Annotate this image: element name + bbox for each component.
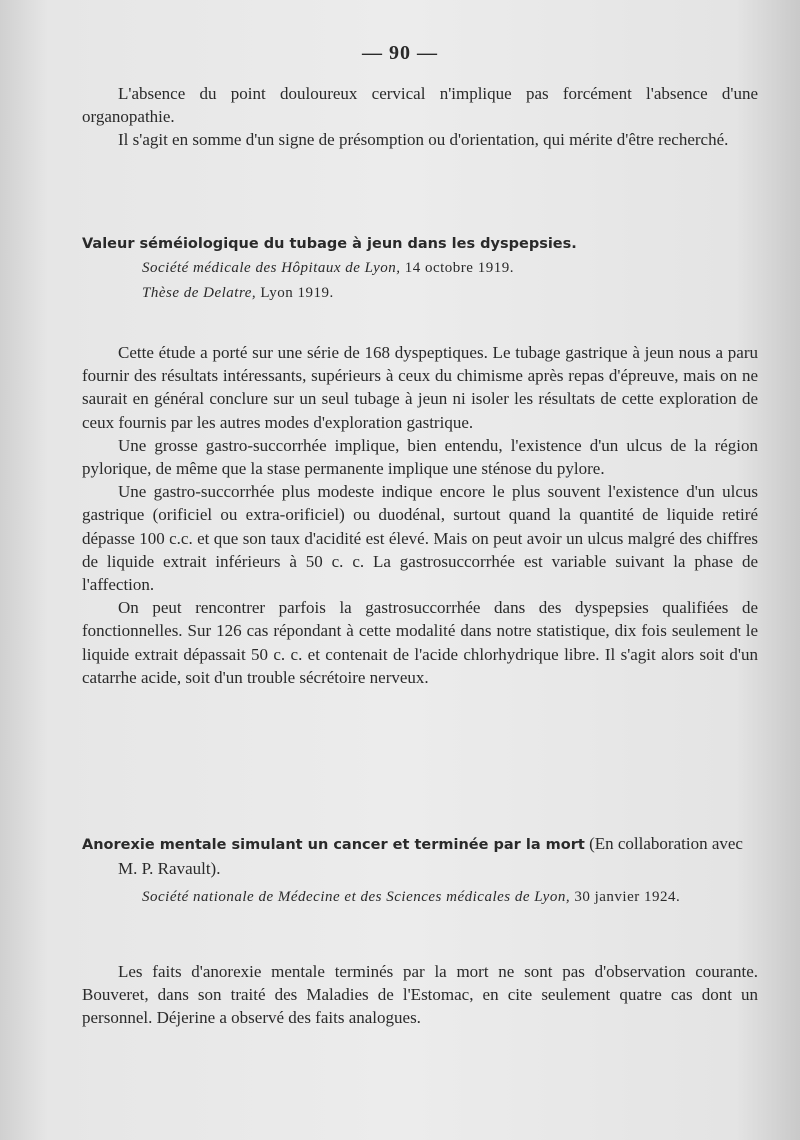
section-1-header <box>82 232 758 306</box>
section-2-header <box>82 832 758 908</box>
intro-paragraph-1: L'absence du point douloureux cervical n'implique pas forcément l'absence d'une organopathie. <box>82 84 758 127</box>
section-1-title: Valeur séméiologique du tubage à jeun dans les dyspepsies. <box>82 236 577 252</box>
source-2-thesis: Thèse de Delatre, <box>142 285 257 301</box>
source-1-journal: Société médicale des Hôpitaux de Lyon, <box>142 260 401 276</box>
section-1-paragraph-2: Une grosse gastro-succorrhée implique, bien entendu, l'existence d'un ulcus de la région pylorique, de même que la stase permanente implique une sténose du pylore. <box>82 435 758 479</box>
section-2-source-journal: Société nationale de Médecine et des Sciences médicales de Lyon, <box>142 889 571 905</box>
source-1-date: 14 octobre 1919. <box>404 260 514 276</box>
section-2-paragraph-1: Les faits d'anorexie mentale terminés par la mort ne sont pas d'observation courante. Bouveret, dans son traité des Maladies de l'Estomac, en cite seulement quatre cas dont un personnel. Déjerine a observé des faits analogues. <box>82 962 758 1028</box>
section-2-title <box>82 832 758 880</box>
section-2-body <box>82 960 758 1030</box>
section-2-source <box>82 886 758 908</box>
source-2-place: Lyon 1919. <box>260 285 334 301</box>
section-1-source-1 <box>82 256 758 281</box>
page-number: — 90 — <box>362 42 438 64</box>
section-2-title-collab: (En collaboration avec M. P. Ravault). <box>118 834 743 878</box>
section-1-body <box>82 341 758 689</box>
intro-block <box>82 82 758 152</box>
section-1-source-2 <box>82 281 758 306</box>
section-1-paragraph-3: Une gastro-succorrhée plus modeste indique encore le plus souvent l'existence d'un ulcus gastrique (orificiel ou extra-orificiel) ou duodénal, surtout quand la quantité de liquide retiré dépasse 100 c.c. et que son taux d'acidité est élevé. Mais on peut avoir un ulcus malgré des chiffres de liquide extrait inférieurs à 50 c. c. La gastrosuccorrhée est variable suivant la phase de l'affection. <box>82 482 758 595</box>
intro-paragraph-2: Il s'agit en somme d'un signe de présomption ou d'orientation, qui mérite d'être recherché. <box>118 130 729 150</box>
section-2-title-bold: Anorexie mentale simulant un cancer et terminée par la mort <box>82 837 585 853</box>
section-2-source-date: 30 janvier 1924. <box>574 889 681 905</box>
section-1-paragraph-1: Cette étude a porté sur une série de 168 dyspeptiques. Le tubage gastrique à jeun nous a paru fournir des résultats intéressants, supérieurs à ceux du chimisme après repas d'épreuve, mais on ne saurait en général conclure sur un seul tubage à jeun ni isoler les résultats de cette exploration de ceux fournis par les autres modes d'exploration gastrique. <box>82 343 758 432</box>
section-1-paragraph-4: On peut rencontrer parfois la gastrosuccorrhée dans des dyspepsies qualifiées de fonctionnelles. Sur 126 cas répondant à cette modalité dans notre statistique, dix fois seulement le liquide extrait dépassait 50 c. c. et contenait de l'acide chlorhydrique libre. Il s'agit alors soit d'un catarrhe acide, soit d'un trouble sécrétoire nerveux. <box>82 598 758 687</box>
